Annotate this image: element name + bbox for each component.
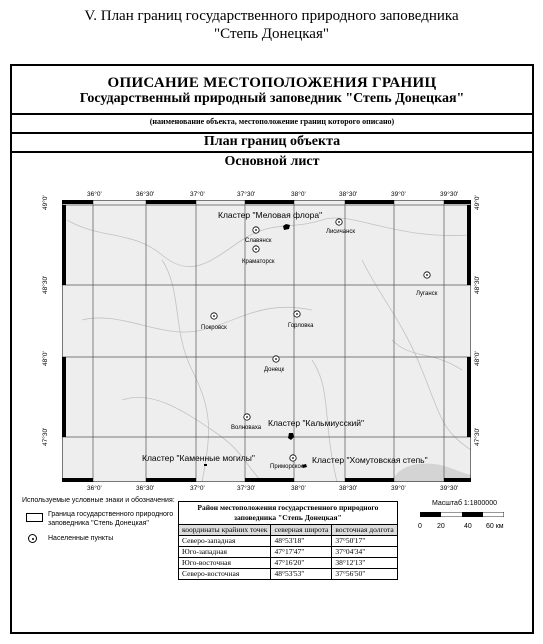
city-label: Волноваха — [231, 425, 262, 431]
document-title-line2: "Степь Донецкая" — [214, 26, 329, 42]
cluster-area-kamennye — [204, 464, 207, 466]
scale-label: 40 — [464, 523, 472, 530]
scale-label: 60 км — [486, 523, 504, 530]
lon-tick: 39°0' — [391, 191, 406, 198]
city-label: Покровск — [201, 325, 227, 331]
header-subtitle: Государственный природный заповедник "Степь Донецкая" — [79, 91, 465, 106]
lat-tick: 47°30' — [474, 427, 481, 446]
plan-title: План границ объекта — [203, 134, 341, 149]
boundary-legend-text — [48, 510, 173, 528]
lat-tick: 48°0' — [474, 351, 481, 366]
header-note: (наименование объекта, местоположение границ которого описано) — [149, 117, 395, 126]
lat-tick: 49°0' — [474, 195, 481, 210]
city-label: Донецк — [264, 367, 285, 373]
table-header-cell: восточная долгота — [332, 525, 397, 536]
table-header-row — [179, 525, 398, 536]
table-cell: 37°50'17" — [332, 536, 397, 547]
lon-tick: 38°0' — [291, 191, 306, 198]
scale-label: 0 — [418, 523, 422, 530]
table-caption-line1: Район местоположения государственного природного — [197, 503, 379, 512]
lat-tick: 48°0' — [42, 351, 49, 366]
table-row — [179, 547, 398, 558]
scale-bar — [420, 512, 504, 517]
table-cell: 48°53'18" — [271, 536, 332, 547]
lon-tick: 38°0' — [291, 485, 306, 492]
lon-tick: 39°30' — [440, 485, 459, 492]
divider — [12, 113, 532, 115]
table-cell: 47°16'20" — [271, 558, 332, 569]
boundary-legend-line2: заповедника "Степь Донецкая" — [48, 520, 149, 527]
cluster-label: Кластер "Меловая флора" — [218, 210, 323, 220]
scale-title: Масштаб 1:1800000 — [432, 500, 497, 507]
lon-tick: 37°0' — [190, 485, 205, 492]
boundary-legend-symbol — [26, 513, 43, 522]
city-label: Лисичанск — [326, 229, 356, 235]
lon-tick: 37°30' — [237, 191, 256, 198]
table-cell: Северо-восточная — [179, 569, 271, 580]
table-header-cell: координаты крайних точек — [179, 525, 271, 536]
lon-tick: 37°30' — [237, 485, 256, 492]
lon-tick: 38°30' — [339, 191, 358, 198]
lon-tick: 36°0' — [87, 191, 102, 198]
table-caption — [179, 502, 398, 525]
city-label: Приморское — [270, 464, 305, 470]
lat-tick: 47°30' — [42, 427, 49, 446]
table-row — [179, 536, 398, 547]
city-label: Горловка — [288, 323, 314, 329]
lon-tick: 39°30' — [440, 191, 459, 198]
lon-tick: 39°0' — [391, 485, 406, 492]
lon-tick: 36°30' — [136, 485, 155, 492]
document-title — [0, 7, 543, 43]
cluster-label: Кластер "Каменные могилы" — [142, 453, 255, 463]
scale-label: 20 — [437, 523, 445, 530]
document-title-line1: V. План границ государственного природного заповедника — [84, 8, 459, 24]
table-cell: 38°12'13" — [332, 558, 397, 569]
lat-tick: 48°30' — [42, 275, 49, 294]
table-cell: Юго-восточная — [179, 558, 271, 569]
table-row — [179, 558, 398, 569]
table-cell: Юго-западная — [179, 547, 271, 558]
table-cell: 37°56'50" — [332, 569, 397, 580]
lon-tick: 37°0' — [190, 191, 205, 198]
lat-tick: 49°0' — [42, 195, 49, 210]
legend-title: Используемые условные знаки и обозначения: — [22, 497, 175, 504]
table-header-cell: северная широта — [271, 525, 332, 536]
boundary-map — [62, 200, 471, 482]
city-label: Луганск — [416, 291, 438, 297]
settlement-legend-text: Населенные пункты — [48, 535, 114, 542]
lon-tick: 36°30' — [136, 191, 155, 198]
cluster-label: Кластер "Кальмиусский" — [268, 418, 365, 428]
settlement-legend-icon — [28, 534, 37, 543]
city-label: Славянск — [245, 238, 272, 244]
coordinates-table — [178, 501, 398, 580]
boundary-legend-line1: Граница государственного природного — [48, 511, 174, 518]
divider — [12, 151, 532, 153]
header-main-title: ОПИСАНИЕ МЕСТОПОЛОЖЕНИЯ ГРАНИЦ — [107, 75, 437, 91]
table-cell: Северо-западная — [179, 536, 271, 547]
table-cell: 47°17'47" — [271, 547, 332, 558]
table-row — [179, 569, 398, 580]
table-cell: 48°53'53" — [271, 569, 332, 580]
table-cell: 37°04'34" — [332, 547, 397, 558]
lon-tick: 36°0' — [87, 485, 102, 492]
sheet-title: Основной лист — [224, 154, 320, 169]
lon-tick: 38°30' — [339, 485, 358, 492]
cluster-label: Кластер "Хомутовская степь" — [312, 455, 428, 465]
table-caption-line2: заповедника "Степь Донецкая" — [233, 513, 342, 522]
city-label: Краматорск — [242, 259, 275, 265]
lat-tick: 48°30' — [474, 275, 481, 294]
